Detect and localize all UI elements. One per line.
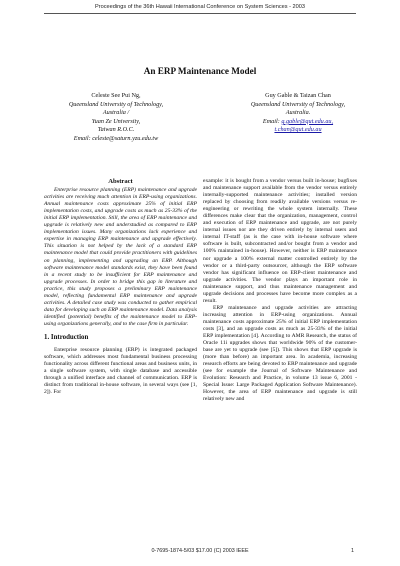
author-name: Celeste See Pui Ng,	[91, 92, 141, 99]
copyright-line: 0-7695-1874-5/03 $17.00 (C) 2003 IEEE	[151, 548, 249, 554]
abstract-text: Enterprise resource planning (ERP) maintenance and upgrade activities are receiving much attention in ERP-using organizations. Annual maintenance costs approximate 25% of initial ERP implementation costs, and upgrade costs as much as 25-33% of the initial ERP implementation. Still, the area of ERP maintenance and upgrade is relatively new and understudied as compared to ERP implementation issues. Many organizations lack experience and expertise in managing ERP maintenance and upgrade effectively. This situation is not helped by the lack of a standard ERP maintenance model that could provide practitioners with guidelines on planning, implementing and upgrading an ERP. Although software maintenance model standards exist, they have been found in a recent study to be insufficient for ERP maintenance and upgrade processes. In order to bridge this gap in literature and practice, this study proposes a preliminary ERP maintenance model, reflecting fundamental ERP maintenance and upgrade activities. A detailed case study was conducted to gather empirical data for developing such an ERP maintenance model. Data analysis identified (potential) benefits of the maintenance model to ERP-using organizations generally, and to the case firm in particular.	[44, 187, 197, 327]
author-affiliation: Taiwan R.O.C.	[97, 126, 135, 134]
paper-title: An ERP Maintenance Model	[143, 66, 257, 76]
email-label: Email:	[73, 134, 91, 142]
author-email-line	[26, 135, 206, 144]
abstract-heading: Abstract	[108, 178, 133, 185]
body-paragraph: Enterprise resource planning (ERP) is integrated packaged software, which addresses most fundamental business processing functionality across different functional areas and business units, in a single software system, with single database and accessible through a unified interface and channel of communication. ERP is distinct from traditional in-house software, in several ways (see [1, 2]). For	[44, 347, 197, 396]
email-label: Email:	[262, 117, 280, 125]
right-column	[203, 178, 357, 404]
header-rule	[44, 13, 356, 14]
author-email-line	[206, 118, 390, 127]
author-name: Guy Gable & Taizan Chan	[265, 92, 331, 99]
author-email-link[interactable]: g.gable@qut.edu.au,	[281, 117, 334, 125]
author-affiliation: Queensland University of Technology,	[250, 100, 346, 108]
author-email-line	[206, 126, 390, 135]
section-heading-introduction: 1. Introduction	[44, 333, 89, 341]
author-affiliation: Yuan Ze University,	[91, 117, 141, 125]
author-affiliation: Australia.	[285, 109, 311, 117]
page-footer	[0, 544, 400, 556]
author-block-left	[26, 92, 206, 144]
body-paragraph: ERP maintenance and upgrade activities are attracting increasing attention in ERP-using organizations. Annual maintenance costs approximate 25% of initial ERP implementation costs [3], and an upgrade costs as much as 25-33% of the initial ERP implementation [4]. According to AMR Research, the status of Oracle 11i upgrades shows that worldwide 90% of the customer-base are yet to upgrade (see [5]). This shows that ERP upgrade is (more than before) an important area. In academia, increasing research efforts are being devoted to ERP maintenance and upgrade (see for example the Journal of Software Maintenance and Evolution: Research and Practice, in volume 13 issue 6, 2001 - Special Issue: Large Packaged Application Software Maintenance). However, the area of ERP maintenance and upgrade is still relatively new and	[203, 304, 357, 403]
author-email-link[interactable]: t.chan@qut.edu.au	[274, 126, 322, 134]
author-affiliation: Australia /	[102, 109, 130, 117]
author-affiliation: Queensland University of Technology,	[68, 100, 164, 108]
left-column	[44, 178, 197, 396]
author-block-right	[206, 92, 390, 135]
running-header	[0, 0, 400, 16]
author-email: celeste@saturn.yzu.edu.tw	[92, 134, 159, 142]
page-number: 1	[351, 548, 354, 554]
running-header-text: Proceedings of the 36th Hawaii International Conference on System Sciences - 2003	[95, 4, 305, 10]
body-paragraph: example: it is bought from a vendor versus built in-house; bugfixes and maintenance support available from the vendor versus entirely internally-supported maintenance activities; installed version replaced by choosing from readily available versions versus re-engineering or rewriting the whole system internally. These differences make clear that the organization, management, control and execution of ERP maintenance and upgrade, are not purely internal issues nor are they driven entirely by internal users and internal IT-staff (as is the case with in-house software where software is built, subcontracted and/or bought from a vendor and 100% maintained in-house). However, neither is ERP maintenance nor upgrade a 100% external matter controlled entirely by the vendor or a third-party outsourcer, although the ERP software vendor has significant influence on ERP-client maintenance and upgrade activities. The vendor plays an important role in maintenance support, and thus maintenance management and upgrade decisions and processes have become more complex as a result.	[203, 178, 357, 304]
